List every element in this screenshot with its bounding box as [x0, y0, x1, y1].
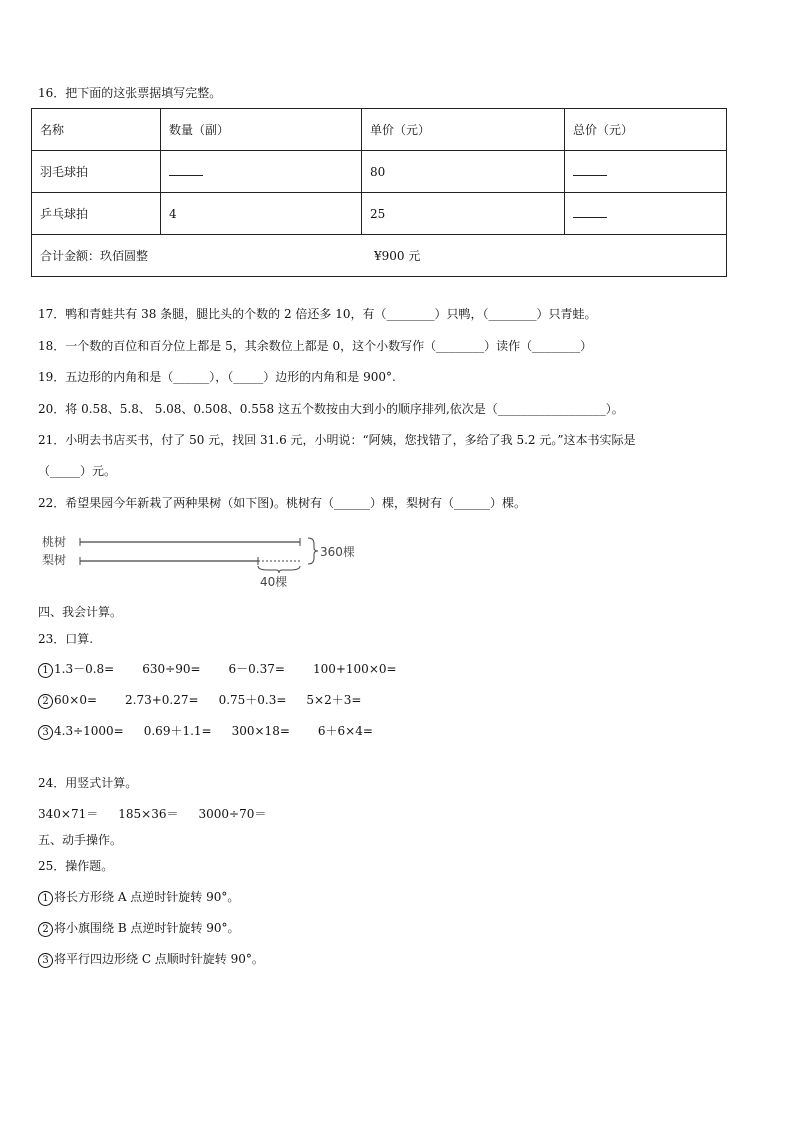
cell-quantity-blank[interactable] — [161, 151, 362, 193]
cell-item-name: 羽毛球拍 — [32, 151, 161, 193]
question-18: 18．一个数的百位和百分位上都是 5，其余数位上都是 0，这个小数写作（________）读作（________） — [38, 339, 593, 353]
pear-label: 梨树 — [42, 553, 67, 567]
peach-label: 桃树 — [42, 535, 67, 549]
operation-item-1 — [38, 888, 239, 906]
header-unit-price: 单价（元） — [362, 109, 565, 151]
math-item: 6＋6×4= — [317, 724, 373, 738]
math-item: 6－0.37= — [228, 662, 285, 676]
calc-item: 340×71＝ — [38, 807, 99, 821]
invoice-table — [31, 108, 727, 277]
mental-math-row-1 — [38, 660, 397, 678]
math-item: 100+100×0= — [312, 662, 397, 676]
question-20: 20．将 0.58、5.8、 5.08、0.508、0.558 这五个数按由大到小的顺序排列,依次是（__________________）。 — [38, 402, 624, 416]
cell-total-blank[interactable] — [565, 193, 727, 235]
question-23-title: 23．口算. — [38, 632, 94, 646]
circled-number-2: 2 — [38, 922, 53, 937]
answer-blank[interactable] — [573, 207, 607, 218]
operation-text: 将长方形绕 A 点逆时针旋转 90°。 — [54, 890, 240, 904]
cell-item-name: 乒乓球拍 — [32, 193, 161, 235]
math-item: 300×18= — [231, 724, 290, 738]
operation-text: 将小旗围绕 B 点逆时针旋转 90°。 — [54, 921, 240, 935]
fruit-tree-diagram — [40, 528, 370, 592]
table-total-row — [32, 235, 727, 277]
math-item: 5×2＋3= — [306, 693, 362, 707]
question-22: 22．希望果园今年新栽了两种果树（如下图)。桃树有（______）棵，梨树有（______）棵。 — [38, 496, 526, 510]
total-value: ¥900 元 — [374, 249, 421, 263]
cell-unit-price: 25 — [362, 193, 565, 235]
cell-unit-price: 80 — [362, 151, 565, 193]
question-21-line-1: 21．小明去书店买书，付了 50 元，找回 31.6 元，小明说：“阿姨，您找错了，多给了我 5.2 元。”这本书实际是 — [38, 433, 636, 447]
calc-item: 3000÷70＝ — [198, 807, 267, 821]
math-item: 2.73+0.27= — [125, 693, 199, 707]
operation-text: 将平行四边形绕 C 点顺时针旋转 90°。 — [54, 952, 264, 966]
operation-item-3 — [38, 950, 264, 968]
difference-brace — [258, 566, 300, 573]
cell-quantity: 4 — [161, 193, 362, 235]
mental-math-row-2 — [38, 691, 361, 709]
math-item: 0.69＋1.1= — [143, 724, 212, 738]
question-19: 19．五边形的内角和是（______），（_____）边形的内角和是 900°. — [38, 370, 396, 384]
table-header-row — [32, 109, 727, 151]
circled-number-1: 1 — [38, 891, 53, 906]
answer-blank[interactable] — [169, 165, 203, 176]
cell-total-blank[interactable] — [565, 151, 727, 193]
mental-math-row-3 — [38, 722, 373, 740]
math-item: 4.3÷1000= — [54, 724, 124, 738]
sum-brace — [308, 538, 318, 564]
math-item: 60×0= — [54, 693, 98, 707]
circled-number-2: 2 — [38, 694, 53, 709]
total-cell — [32, 235, 727, 277]
question-21-line-2: （_____）元。 — [38, 464, 117, 478]
header-total-price: 总价（元） — [565, 109, 727, 151]
header-name: 名称 — [32, 109, 161, 151]
circled-number-1: 1 — [38, 663, 53, 678]
circled-number-3: 3 — [38, 725, 53, 740]
section-5-heading: 五、动手操作。 — [38, 833, 123, 847]
operation-item-2 — [38, 919, 240, 937]
question-17: 17．鸭和青蛙共有 38 条腿，腿比头的个数的 2 倍还多 10，有（________）只鸭，（________）只青蛙。 — [38, 307, 597, 321]
table-row — [32, 151, 727, 193]
vertical-calc-row — [38, 805, 266, 822]
difference-label: 40棵 — [260, 575, 288, 589]
circled-number-3: 3 — [38, 953, 53, 968]
header-quantity: 数量（副） — [161, 109, 362, 151]
section-4-heading: 四、我会计算。 — [38, 605, 123, 619]
math-item: 1.3－0.8= — [54, 662, 115, 676]
calc-item: 185×36＝ — [118, 807, 179, 821]
math-item: 0.75＋0.3= — [218, 693, 287, 707]
question-16-title: 16．把下面的这张票据填写完整。 — [38, 86, 222, 100]
math-item: 630÷90= — [142, 662, 201, 676]
total-label: 合计金额：玖佰圆整 — [40, 249, 149, 263]
answer-blank[interactable] — [573, 165, 607, 176]
sum-label: 360棵 — [320, 545, 355, 559]
question-24-title: 24．用竖式计算。 — [38, 776, 138, 790]
question-25-title: 25．操作题。 — [38, 859, 114, 873]
table-row — [32, 193, 727, 235]
